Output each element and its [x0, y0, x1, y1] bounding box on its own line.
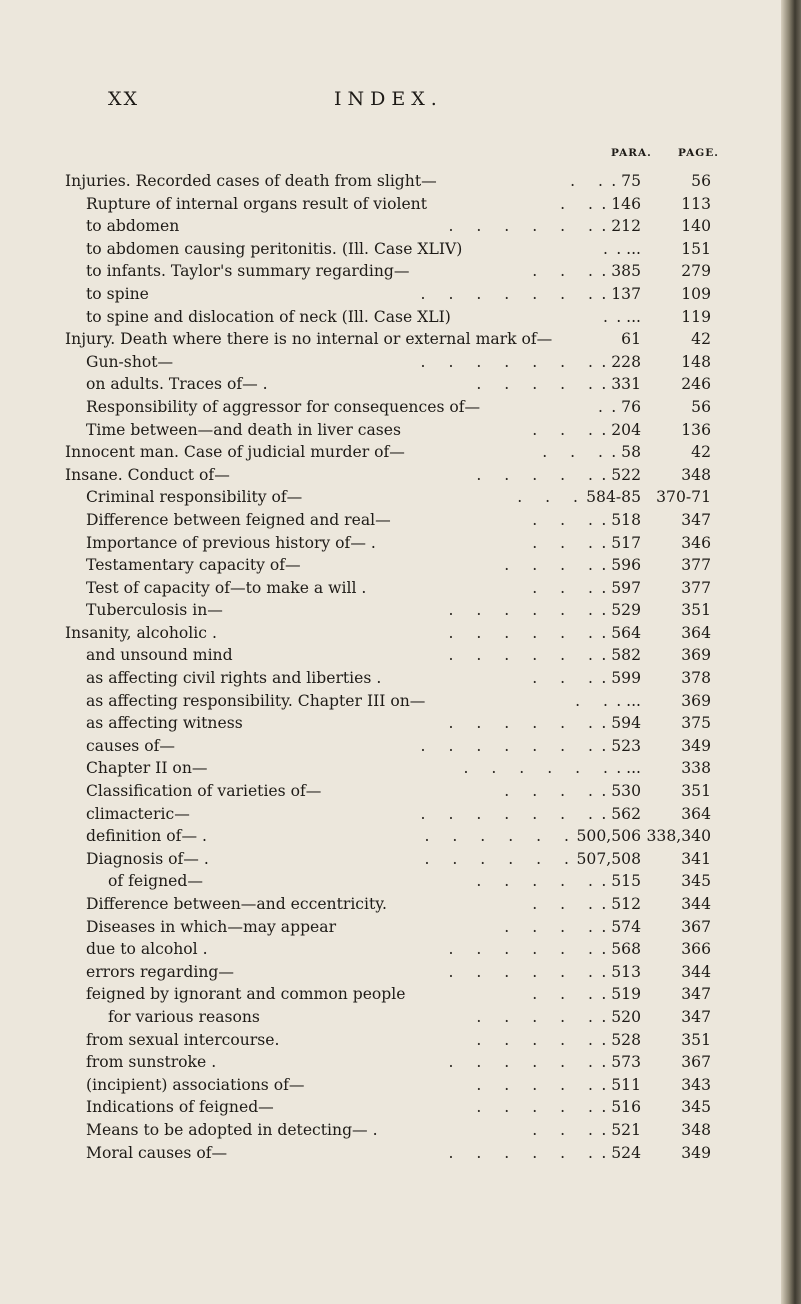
entry-page-ref: 378	[681, 669, 711, 688]
index-entry	[0, 509, 801, 532]
dot-leader: . .	[570, 172, 603, 190]
entry-paragraph-ref: 61	[621, 330, 641, 349]
entry-text: Innocent man. Case of judicial murder of—	[65, 443, 405, 462]
entry-text: errors regarding—	[86, 962, 234, 981]
index-entry	[0, 870, 801, 893]
entry-paragraph-ref: 507,508	[576, 849, 641, 868]
entry-paragraph-ref: . 523	[601, 736, 641, 755]
index-entry	[0, 532, 801, 555]
dot-leader: . . . . . .	[448, 646, 593, 665]
dot-leader: . . . . . .	[424, 827, 569, 846]
entry-paragraph-ref: . 529	[601, 601, 641, 620]
dot-leader: . . . . . .	[424, 849, 569, 868]
entry-paragraph-ref: 584-85	[586, 488, 641, 507]
entry-text: due to alcohol .	[86, 940, 208, 959]
entry-page-ref: 351	[681, 601, 711, 620]
dot-leader: .	[603, 239, 608, 258]
dot-leader: . . .	[532, 262, 593, 281]
entry-text: feigned by ignorant and common people	[86, 985, 406, 1004]
entry-paragraph-ref: . 594	[601, 714, 641, 733]
entry-paragraph-ref: . 204	[601, 420, 641, 439]
entry-text: of feigned—	[108, 872, 203, 891]
index-entry	[0, 690, 801, 713]
index-entry	[0, 577, 801, 600]
index-entry	[0, 260, 801, 283]
entry-paragraph-ref: . 568	[601, 940, 641, 959]
dot-leader: . . .	[532, 985, 593, 1004]
column-header-para: PARA.	[611, 147, 652, 159]
entry-text: as affecting witness	[86, 714, 243, 733]
entry-text: Difference between feigned and real—	[86, 510, 391, 529]
index-entry	[0, 554, 801, 577]
entry-page-ref: 344	[681, 962, 711, 981]
dot-leader: . . . . . . .	[420, 736, 593, 755]
entry-paragraph-ref: . 331	[601, 375, 641, 394]
entry-page-ref: 377	[681, 556, 711, 575]
entry-text: on adults. Traces of— .	[86, 375, 268, 394]
index-entry	[0, 306, 801, 329]
entry-paragraph-ref: . 146	[601, 194, 641, 213]
entry-paragraph-ref: . 597	[601, 578, 641, 597]
dot-leader: . . . . .	[476, 1030, 593, 1049]
dot-leader: . . .	[532, 669, 593, 688]
index-entry	[0, 938, 801, 961]
entry-text: definition of— .	[86, 827, 207, 846]
entry-page-ref: 347	[681, 985, 711, 1004]
dot-leader: . . .	[532, 533, 593, 552]
index-entry	[0, 1096, 801, 1119]
dot-leader: . . . . . .	[463, 759, 608, 778]
index-entry	[0, 1142, 801, 1165]
dot-leader: . . .	[532, 420, 593, 439]
dot-leader: . . .	[532, 1120, 593, 1139]
entry-paragraph-ref: . 574	[601, 917, 641, 936]
index-entry	[0, 803, 801, 826]
entry-page-ref: 377	[681, 578, 711, 597]
entry-text: to spine	[86, 284, 149, 303]
dot-leader: . . . .	[504, 556, 593, 575]
index-entry	[0, 893, 801, 916]
entry-page-ref: 349	[681, 1143, 711, 1162]
entry-page-ref: 109	[681, 284, 711, 303]
entry-paragraph-ref: . 58	[611, 443, 641, 462]
entry-page-ref: 369	[681, 646, 711, 665]
entry-paragraph-ref: . 518	[601, 510, 641, 529]
entry-text: for various reasons	[108, 1007, 260, 1026]
entry-page-ref: 279	[681, 262, 711, 281]
index-entry	[0, 1006, 801, 1029]
dot-leader: . . . . . .	[448, 962, 593, 981]
entry-paragraph-ref: . 582	[601, 646, 641, 665]
entry-text: to spine and dislocation of neck (Ill. Case XLI)	[86, 307, 451, 326]
entry-page-ref: 140	[681, 217, 711, 236]
dot-leader: .	[603, 307, 608, 326]
dot-leader: . . . . . .	[448, 714, 593, 733]
entry-page-ref: 375	[681, 714, 711, 733]
entry-text: Difference between—and eccentricity.	[86, 895, 387, 913]
entry-paragraph-ref: . 517	[601, 533, 641, 552]
entry-paragraph-ref: . 515	[601, 872, 641, 891]
index-entry	[0, 419, 801, 442]
entry-text: (incipient) associations of—	[86, 1075, 305, 1094]
index-entry	[0, 193, 801, 216]
entry-text: Classification of varieties of—	[86, 782, 322, 801]
entry-page-ref: 347	[681, 1007, 711, 1026]
entry-page-ref: 56	[691, 172, 711, 190]
entry-page-ref: 366	[681, 940, 711, 959]
entry-text: Insane. Conduct of—	[65, 465, 230, 484]
entry-paragraph-ref: . 75	[611, 172, 641, 190]
index-entries	[0, 170, 801, 1164]
entry-paragraph-ref: . 524	[601, 1143, 641, 1162]
entry-page-ref: 347	[681, 510, 711, 529]
entry-text: Gun-shot—	[86, 352, 174, 371]
dot-leader: . . .	[517, 488, 578, 507]
entry-text: Insanity, alcoholic .	[65, 623, 217, 642]
dot-leader: . . . . . . .	[420, 284, 593, 303]
entry-page-ref: 343	[681, 1075, 711, 1094]
dot-leader: . .	[560, 194, 593, 213]
entry-paragraph-ref: . 385	[601, 262, 641, 281]
entry-page-ref: 341	[681, 849, 711, 868]
entry-paragraph-ref: . 564	[601, 623, 641, 642]
entry-text: from sunstroke .	[86, 1053, 217, 1072]
entry-paragraph-ref: . ...	[616, 691, 641, 710]
entry-text: Importance of previous history of— .	[86, 533, 376, 552]
index-entry	[0, 622, 801, 645]
entry-paragraph-ref: 500,506	[576, 827, 641, 846]
dot-leader: . . . . . .	[448, 940, 593, 959]
entry-page-ref: 148	[681, 352, 711, 371]
page-title: INDEX.	[334, 88, 443, 110]
dot-leader: . . . . . .	[448, 601, 593, 620]
index-entry	[0, 1029, 801, 1052]
entry-paragraph-ref: . ...	[616, 759, 641, 778]
entry-page-ref: 348	[681, 465, 711, 484]
entry-text: Moral causes of—	[86, 1143, 228, 1162]
entry-text: Rupture of internal organs result of violent	[86, 194, 427, 213]
entry-paragraph-ref: . 512	[601, 895, 641, 913]
entry-paragraph-ref: . 511	[601, 1075, 641, 1094]
entry-paragraph-ref: . 212	[601, 217, 641, 236]
dot-leader: . . . . .	[476, 1007, 593, 1026]
entry-text: Diseases in which—may appear	[86, 917, 337, 936]
entry-page-ref: 338	[681, 759, 711, 778]
dot-leader: .	[598, 397, 603, 416]
index-entry	[0, 215, 801, 238]
entry-text: Chapter II on—	[86, 759, 208, 778]
entry-page-ref: 56	[691, 397, 711, 416]
entry-page-ref: 351	[681, 782, 711, 801]
dot-leader: . . . . . . .	[420, 352, 593, 371]
dot-leader: . . . . . .	[448, 623, 593, 642]
entry-text: causes of—	[86, 736, 176, 755]
entry-paragraph-ref: . 228	[601, 352, 641, 371]
entry-paragraph-ref: . 137	[601, 284, 641, 303]
index-entry	[0, 1051, 801, 1074]
entry-page-ref: 367	[681, 917, 711, 936]
entry-page-ref: 351	[681, 1030, 711, 1049]
entry-paragraph-ref: . 573	[601, 1053, 641, 1072]
entry-paragraph-ref: . ...	[616, 239, 641, 258]
entry-text: and unsound mind	[86, 646, 233, 665]
index-entry	[0, 667, 801, 690]
dot-leader: . .	[575, 691, 608, 710]
entry-page-ref: 246	[681, 375, 711, 394]
entry-paragraph-ref: . 528	[601, 1030, 641, 1049]
index-entry	[0, 644, 801, 667]
index-entry	[0, 328, 801, 351]
index-entry	[0, 1074, 801, 1097]
entry-page-ref: 344	[681, 895, 711, 913]
entry-page-ref: 42	[691, 443, 711, 462]
entry-page-ref: 370-71	[656, 488, 711, 507]
dot-leader: . . . . .	[476, 1098, 593, 1117]
dot-leader: . . .	[532, 510, 593, 529]
entry-page-ref: 345	[681, 1098, 711, 1117]
index-entry	[0, 848, 801, 871]
entry-paragraph-ref: . 562	[601, 804, 641, 823]
entry-text: Indications of feigned—	[86, 1098, 274, 1117]
entry-text: from sexual intercourse.	[86, 1030, 280, 1049]
index-entry	[0, 599, 801, 622]
index-entry	[0, 735, 801, 758]
dot-leader: . . . . . .	[448, 1053, 593, 1072]
index-entry	[0, 825, 801, 848]
entry-page-ref: 113	[681, 194, 711, 213]
entry-text: to infants. Taylor's summary regarding—	[86, 262, 410, 281]
dot-leader: . . . . .	[476, 465, 593, 484]
column-header-page: PAGE.	[678, 147, 719, 159]
entry-text: Criminal responsibility of—	[86, 488, 303, 507]
entry-text: Means to be adopted in detecting— .	[86, 1120, 378, 1139]
entry-text: as affecting responsibility. Chapter III on—	[86, 691, 426, 710]
dot-leader: . . .	[542, 443, 603, 462]
entry-page-ref: 42	[691, 330, 711, 349]
entry-page-ref: 367	[681, 1053, 711, 1072]
dot-leader: . . . . . . .	[420, 804, 593, 823]
dot-leader: . . .	[532, 895, 593, 913]
index-entry	[0, 351, 801, 374]
dot-leader: . . . . .	[476, 375, 593, 394]
entry-paragraph-ref: . 521	[601, 1120, 641, 1139]
dot-leader: . . . . .	[476, 1075, 593, 1094]
index-entry	[0, 283, 801, 306]
page-folio: XX	[108, 88, 140, 110]
entry-page-ref: 349	[681, 736, 711, 755]
entry-text: Tuberculosis in—	[86, 601, 223, 620]
dot-leader: . . .	[532, 578, 593, 597]
entry-page-ref: 364	[681, 804, 711, 823]
index-entry	[0, 396, 801, 419]
entry-page-ref: 338,340	[646, 827, 711, 846]
running-head	[108, 88, 728, 118]
entry-text: Injuries. Recorded cases of death from slight—	[65, 172, 437, 190]
entry-paragraph-ref: . 76	[611, 397, 641, 416]
entry-text: to abdomen	[86, 217, 180, 236]
entry-text: climacteric—	[86, 804, 190, 823]
index-entry	[0, 238, 801, 261]
dot-leader: . . . . .	[476, 872, 593, 891]
entry-paragraph-ref: . ...	[616, 307, 641, 326]
index-entry	[0, 757, 801, 780]
entry-paragraph-ref: . 522	[601, 465, 641, 484]
entry-text: to abdomen causing peritonitis. (Ill. Case XLIV)	[86, 239, 463, 258]
entry-text: Injury. Death where there is no internal or external mark of—	[65, 330, 553, 349]
index-entry	[0, 916, 801, 939]
dot-leader: . . . .	[504, 917, 593, 936]
entry-paragraph-ref: . 513	[601, 962, 641, 981]
entry-paragraph-ref: . 599	[601, 669, 641, 688]
entry-page-ref: 364	[681, 623, 711, 642]
index-entry	[0, 712, 801, 735]
index-entry	[0, 1119, 801, 1142]
index-entry	[0, 780, 801, 803]
entry-page-ref: 345	[681, 872, 711, 891]
entry-page-ref: 136	[681, 420, 711, 439]
dot-leader: . . . . . .	[448, 1143, 593, 1162]
index-entry	[0, 170, 801, 193]
entry-text: Diagnosis of— .	[86, 849, 209, 868]
entry-text: Time between—and death in liver cases	[86, 420, 402, 439]
entry-page-ref: 346	[681, 533, 711, 552]
index-entry	[0, 983, 801, 1006]
index-entry	[0, 961, 801, 984]
index-entry	[0, 486, 801, 509]
index-entry	[0, 464, 801, 487]
entry-text: as affecting civil rights and liberties .	[86, 669, 382, 688]
entry-paragraph-ref: . 530	[601, 782, 641, 801]
dot-leader: . . . .	[504, 782, 593, 801]
entry-page-ref: 119	[681, 307, 711, 326]
entry-text: Responsibility of aggressor for consequences of—	[86, 397, 481, 416]
entry-text: Test of capacity of—to make a will .	[86, 578, 367, 597]
entry-paragraph-ref: . 596	[601, 556, 641, 575]
entry-text: Testamentary capacity of—	[86, 556, 301, 575]
entry-page-ref: 348	[681, 1120, 711, 1139]
entry-page-ref: 151	[681, 239, 711, 258]
entry-paragraph-ref: . 516	[601, 1098, 641, 1117]
index-entry	[0, 373, 801, 396]
dot-leader: . . . . . .	[448, 217, 593, 236]
entry-paragraph-ref: . 520	[601, 1007, 641, 1026]
entry-page-ref: 369	[681, 691, 711, 710]
index-entry	[0, 441, 801, 464]
entry-paragraph-ref: . 519	[601, 985, 641, 1004]
